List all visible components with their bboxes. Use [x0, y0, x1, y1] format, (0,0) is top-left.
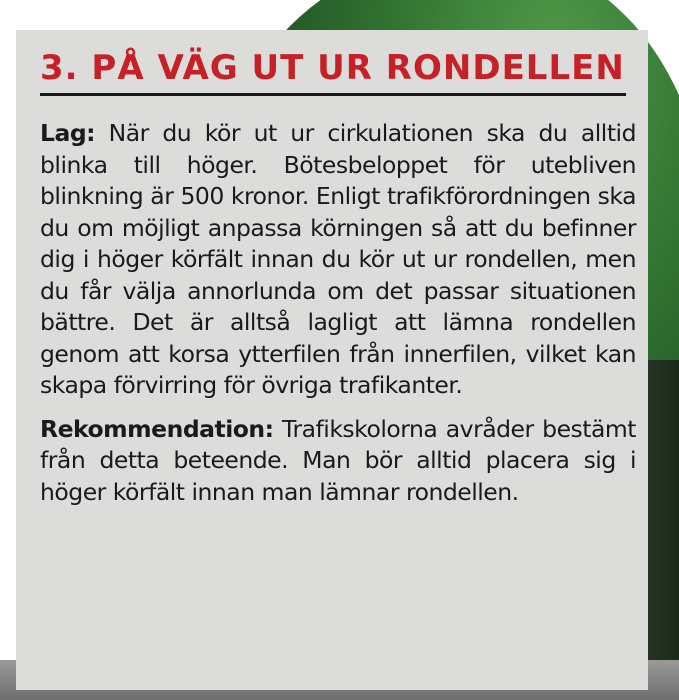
box-title: 3. PÅ VÄG UT UR RONDELLEN: [40, 48, 625, 88]
recommendation-paragraph: [40, 414, 636, 509]
law-label: Lag:: [40, 119, 96, 147]
box-body: [40, 118, 636, 520]
info-box: [16, 30, 648, 690]
law-text: När du kör ut ur cirkulationen ska du alltid blinka till höger. Bötesbeloppet för utebliven blinkning är 500 kronor. Enligt trafikförordningen ska du om möjligt anpassa körningen så att du befinner dig i höger körfält innan du kör ut ur rondellen, men du får välja annorlunda om det passar situationen bättre. Det är alltså lagligt att lämna rondellen genom att korsa ytterfilen från innerfilen, vilket kan skapa förvirring för övriga trafikanter.: [40, 119, 636, 399]
law-paragraph: [40, 118, 636, 402]
recommendation-label: Rekommendation:: [40, 414, 274, 443]
title-underline: [40, 93, 626, 96]
recommendation-text: Trafikskolorna avråder bestämt från detta beteende. Man bör alltid placera sig i höger körfält innan man lämnar rondellen.: [40, 414, 636, 506]
